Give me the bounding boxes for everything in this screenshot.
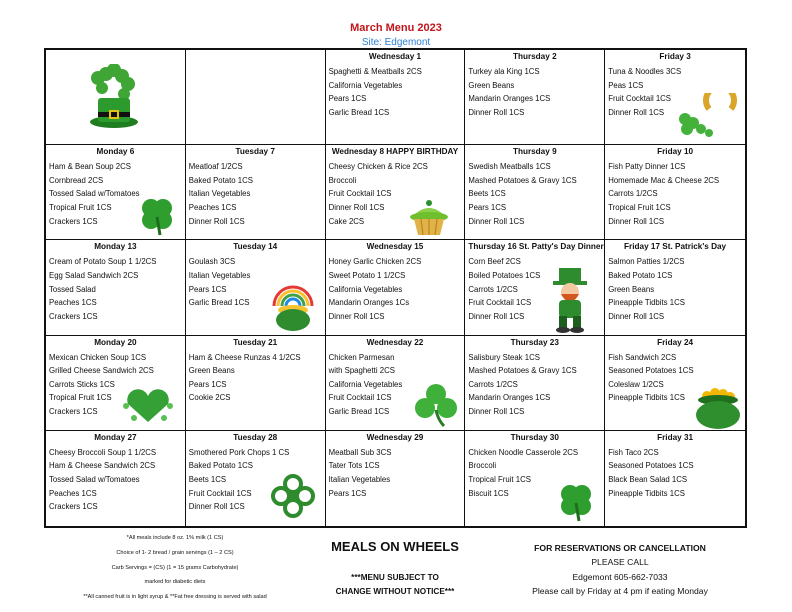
- menu-item: Garlic Bread 1CS: [328, 107, 390, 117]
- menu-items: [49, 446, 182, 514]
- menu-item: Fish Patty Dinner 1CS: [608, 162, 686, 172]
- menu-item: Chicken Parmesan: [328, 352, 395, 362]
- day-label: Friday 17 St. Patrick's Day: [624, 242, 727, 252]
- menu-item: Green Beans: [468, 80, 515, 90]
- menu-item: Peaches 1CS: [49, 488, 97, 498]
- leprechaun-icon: [545, 266, 595, 335]
- day-label: Tuesday 28: [233, 432, 278, 442]
- menu-item: Dinner Roll 1CS: [468, 107, 525, 117]
- day-label: Thursday 16 St. Patty's Day Dinner: [468, 242, 604, 252]
- day-label: Friday 10: [657, 147, 694, 157]
- menu-item: Salmon Patties 1/2CS: [608, 257, 685, 267]
- menu-item: Pears 1CS: [328, 94, 367, 104]
- menu-item: Crackers 1CS: [49, 502, 98, 512]
- menu-item: Broccoli: [468, 461, 497, 471]
- day-label: Tuesday 21: [233, 337, 278, 347]
- calendar-cell: [605, 240, 745, 335]
- menu-items: [329, 446, 462, 500]
- menu-item: Black Bean Salad 1CS: [608, 474, 688, 484]
- menu-item: Cornbread 2CS: [49, 175, 104, 185]
- menu-item: Tropical Fruit 1CS: [49, 202, 112, 212]
- day-label: Tuesday 7: [235, 147, 275, 157]
- calendar-cell: [46, 431, 186, 526]
- menu-item: Pineapple Tidbits 1CS: [608, 488, 685, 498]
- subject-line: ***MENU SUBJECT TO: [351, 573, 439, 582]
- menu-item: California Vegetables: [328, 284, 403, 294]
- day-label: Monday 27: [94, 432, 137, 442]
- menu-item: Tossed Salad: [49, 284, 96, 294]
- menu-item: Dinner Roll 1CS: [468, 216, 525, 226]
- calendar-cell: [326, 431, 466, 526]
- day-label: Wednesday 22: [366, 337, 424, 347]
- menu-item: Fruit Cocktail 1CS: [468, 298, 532, 308]
- menu-item: Carrots 1/2CS: [468, 379, 518, 389]
- calendar-cell: [605, 50, 745, 145]
- day-label: Wednesday 29: [366, 432, 424, 442]
- menu-item: Garlic Bread 1CS: [328, 406, 390, 416]
- day-label: Monday 6: [96, 147, 135, 157]
- menu-item: Dinner Roll 1CS: [608, 107, 665, 117]
- menu-item: Fruit Cocktail 1CS: [608, 94, 672, 104]
- contact-heading: FOR RESERVATIONS OR CANCELLATION: [534, 543, 706, 553]
- calendar-cell: [46, 50, 186, 145]
- menu-item: California Vegetables: [328, 80, 403, 90]
- menu-item: Mashed Potatoes & Gravy 1CS: [468, 366, 577, 376]
- calendar-cell: [465, 431, 605, 526]
- menu-item: Dinner Roll 1CS: [328, 202, 385, 212]
- menu-item: Swedish Meatballs 1CS: [468, 162, 551, 172]
- calendar-cell: [326, 50, 466, 145]
- calendar-cell: [605, 336, 745, 431]
- calendar-cell: [326, 336, 466, 431]
- calendar-cell: [465, 145, 605, 240]
- menu-items: [608, 160, 742, 228]
- calendar-cell: [465, 50, 605, 145]
- clover-icon: [136, 195, 178, 240]
- contact-line: PLEASE CALL: [591, 557, 649, 568]
- menu-item: Coleslaw 1/2CS: [608, 379, 664, 389]
- menu-item: Mandarin Oranges 1Cs: [328, 298, 410, 308]
- menu-items: [189, 160, 322, 228]
- day-label: Thursday 23: [510, 337, 559, 347]
- menu-item: Pears 1CS: [188, 284, 227, 294]
- calendar-cell: [605, 145, 745, 240]
- calendar-cell: [186, 431, 326, 526]
- menu-item: Pears 1CS: [468, 202, 507, 212]
- menu-item: Boiled Potatoes 1CS: [468, 270, 541, 280]
- menu-item: Fruit Cocktail 1CS: [328, 189, 392, 199]
- menu-item: Sweet Potato 1 1/2CS: [328, 270, 406, 280]
- contact-line: Please call by Friday at 4 pm if eating Monday: [532, 585, 708, 596]
- calendar-cell: [186, 336, 326, 431]
- subject-line: CHANGE WITHOUT NOTICE***: [335, 587, 455, 596]
- menu-item: Ham & Bean Soup 2CS: [49, 162, 131, 172]
- note-line: marked for diabetic diets: [144, 579, 206, 586]
- menu-item: Tossed Salad w/Tomatoes: [49, 189, 140, 199]
- calendar-cell: [186, 145, 326, 240]
- page-title: March Menu 2023: [350, 22, 442, 34]
- menu-items: [608, 446, 742, 500]
- menu-item: Tropical Fruit 1CS: [468, 474, 531, 484]
- menu-item: Salisbury Steak 1CS: [468, 352, 540, 362]
- celtic-clover-icon: [270, 473, 316, 524]
- day-label: Thursday 30: [510, 432, 559, 442]
- menu-items: [49, 255, 182, 323]
- menu-item: Dinner Roll 1CS: [468, 406, 525, 416]
- menu-item: Dinner Roll 1CS: [188, 502, 245, 512]
- calendar-cell: [46, 145, 186, 240]
- day-label: Friday 24: [657, 337, 694, 347]
- calendar-cell: [326, 240, 466, 335]
- menu-item: Beets 1CS: [188, 474, 227, 484]
- menu-item: Ham & Cheese Runzas 4 1/2CS: [188, 352, 301, 362]
- menu-item: Baked Potato 1CS: [608, 270, 673, 280]
- menu-item: Cookie 2CS: [188, 393, 231, 403]
- menu-item: Honey Garlic Chicken 2CS: [328, 257, 422, 267]
- menu-item: Italian Vegetables: [188, 270, 251, 280]
- menu-items: [329, 65, 462, 119]
- menu-item: Crackers 1CS: [49, 406, 98, 416]
- menu-item: Italian Vegetables: [328, 474, 391, 484]
- menu-item: Goulash 3CS: [188, 257, 236, 267]
- menu-items: [468, 160, 601, 228]
- menu-item: Tater Tots 1CS: [328, 461, 380, 471]
- menu-item: Italian Vegetables: [188, 189, 251, 199]
- menu-item: Meatloaf 1/2CS: [188, 162, 243, 172]
- menu-item: Carrots 1/2CS: [608, 189, 658, 199]
- menu-item: Chicken Noodle Casserole 2CS: [468, 447, 579, 457]
- menu-item: Biscuit 1CS: [468, 488, 509, 498]
- menu-item: Tropical Fruit 1CS: [49, 393, 112, 403]
- meals-on-wheels-title: MEALS ON WHEELS: [331, 539, 459, 554]
- menu-item: Tropical Fruit 1CS: [608, 202, 671, 212]
- day-label: Thursday 9: [512, 147, 557, 157]
- menu-item: Carrots Sticks 1CS: [49, 379, 115, 389]
- day-label: [49, 51, 182, 62]
- note-line: Carb Servings = (CS) (1 = 15 grams Carbohydrate): [111, 564, 239, 571]
- menu-item: Turkey ala King 1CS: [468, 67, 540, 76]
- day-label: Monday 20: [94, 337, 137, 347]
- menu-item: Spaghetti & Meatballs 2CS: [328, 67, 422, 76]
- menu-item: Mexican Chicken Soup 1CS: [49, 352, 147, 362]
- note-line: *All meals include 8 oz. 1% milk (1 CS): [126, 535, 224, 541]
- cupcake-icon: [406, 195, 452, 240]
- menu-items: [468, 65, 601, 119]
- pot-of-gold-icon: [693, 386, 743, 431]
- menu-item: Crackers 1CS: [49, 311, 98, 321]
- menu-item: Beets 1CS: [468, 189, 506, 199]
- calendar-cell: [186, 240, 326, 335]
- menu-item: Cheesy Broccoli Soup 1 1/2CS: [49, 447, 157, 457]
- calendar-cell: [465, 240, 605, 335]
- contact-phone: Edgemont 605-662-7033: [572, 571, 668, 582]
- menu-item: Mandarin Oranges 1CS: [468, 393, 551, 403]
- menu-item: Pineapple Tidbits 1CS: [608, 298, 685, 308]
- menu-item: Cheesy Chicken & Rice 2CS: [328, 162, 428, 172]
- day-label: Wednesday 8 HAPPY BIRTHDAY: [331, 147, 459, 157]
- menu-item: Pears 1CS: [328, 488, 367, 498]
- menu-item: Dinner Roll 1CS: [188, 216, 245, 226]
- menu-item: Carrots 1/2CS: [468, 284, 518, 294]
- shamrock-hat-icon: [84, 64, 144, 141]
- day-label: Friday 31: [657, 432, 694, 442]
- calendar-cell: [465, 336, 605, 431]
- menu-item: Baked Potato 1CS: [188, 175, 253, 185]
- menu-item: Dinner Roll 1CS: [608, 311, 665, 321]
- contact-info: [492, 541, 748, 598]
- menu-calendar: [44, 48, 747, 528]
- menu-item: Fruit Cocktail 1CS: [328, 393, 392, 403]
- menu-item: with Spaghetti 2CS: [328, 366, 395, 376]
- menu-item: Pineapple Tidbits 1CS: [608, 393, 685, 403]
- day-label: [189, 51, 322, 62]
- day-label: Wednesday 1: [368, 52, 422, 61]
- menu-item: Dinner Roll 1CS: [608, 216, 665, 226]
- menu-items: [329, 255, 462, 323]
- subject-notice: [310, 571, 480, 599]
- menu-item: Fruit Cocktail 1CS: [188, 488, 252, 498]
- menu-item: Tossed Salad w/Tomatoes: [49, 474, 140, 484]
- menu-item: Dinner Roll 1CS: [468, 311, 525, 321]
- day-label: Friday 3: [659, 52, 691, 61]
- menu-item: Tuna & Noodles 3CS: [608, 67, 682, 76]
- clover-icon: [555, 481, 597, 526]
- menu-item: Grilled Cheese Sandwich 2CS: [49, 366, 154, 376]
- menu-item: Seasoned Potatoes 1CS: [608, 366, 694, 376]
- note-line: **All canned fruit is in light syrup & **Fat free dressing is served with salad: [83, 594, 267, 601]
- menu-item: Meatball Sub 3CS: [328, 447, 392, 457]
- menu-item: Ham & Cheese Sandwich 2CS: [49, 461, 156, 471]
- note-line: Choice of 1- 2 bread / grain servings (1 – 2 CS): [116, 549, 234, 556]
- calendar-cell: [326, 145, 466, 240]
- day-label: Tuesday 14: [233, 242, 278, 252]
- heart-clover-icon: [120, 386, 176, 429]
- menu-item: Homemade Mac & Cheese 2CS: [608, 175, 720, 185]
- footer-notes: [44, 531, 306, 605]
- menu-item: Peaches 1CS: [49, 298, 97, 308]
- site-name: Site: Edgemont: [361, 37, 431, 48]
- shamrock-icon: [414, 382, 458, 431]
- menu-item: Cake 2CS: [328, 216, 365, 226]
- menu-item: Peaches 1CS: [188, 202, 237, 212]
- menu-item: Fish Taco 2CS: [608, 447, 659, 457]
- menu-item: Corn Beef 2CS: [468, 257, 521, 267]
- menu-item: Mashed Potatoes & Gravy 1CS: [468, 175, 577, 185]
- menu-item: Dinner Roll 1CS: [328, 311, 385, 321]
- menu-item: Baked Potato 1CS: [188, 461, 253, 471]
- menu-item: Fish Sandwich 2CS: [608, 352, 677, 362]
- menu-items: [608, 255, 742, 323]
- menu-item: Mandarin Oranges 1CS: [468, 94, 551, 104]
- horseshoe-clover-icon: [669, 93, 737, 144]
- calendar-cell: [605, 431, 745, 526]
- menu-item: Peas 1CS: [608, 80, 644, 90]
- calendar-cell: [46, 240, 186, 335]
- day-label: Monday 13: [94, 242, 137, 252]
- day-label: Wednesday 15: [366, 242, 424, 252]
- menu-item: Cream of Potato Soup 1 1/2CS: [49, 257, 157, 267]
- day-label: Thursday 2: [512, 52, 557, 61]
- menu-item: Crackers 1CS: [49, 216, 98, 226]
- menu-item: Egg Salad Sandwich 2CS: [49, 270, 139, 280]
- menu-items: [189, 351, 322, 405]
- menu-item: Seasoned Potatoes 1CS: [608, 461, 694, 471]
- menu-item: Green Beans: [188, 366, 235, 376]
- menu-item: Smothered Pork Chops 1 CS: [188, 447, 290, 457]
- menu-item: Green Beans: [608, 284, 655, 294]
- menu-item: Pears 1CS: [188, 379, 227, 389]
- menu-items: [468, 351, 601, 419]
- menu-item: Garlic Bread 1CS: [188, 298, 250, 308]
- menu-item: Broccoli: [328, 175, 357, 185]
- rainbow-pot-icon: [270, 280, 316, 335]
- menu-item: California Vegetables: [328, 379, 403, 389]
- calendar-cell: [46, 336, 186, 431]
- calendar-cell: [186, 50, 326, 145]
